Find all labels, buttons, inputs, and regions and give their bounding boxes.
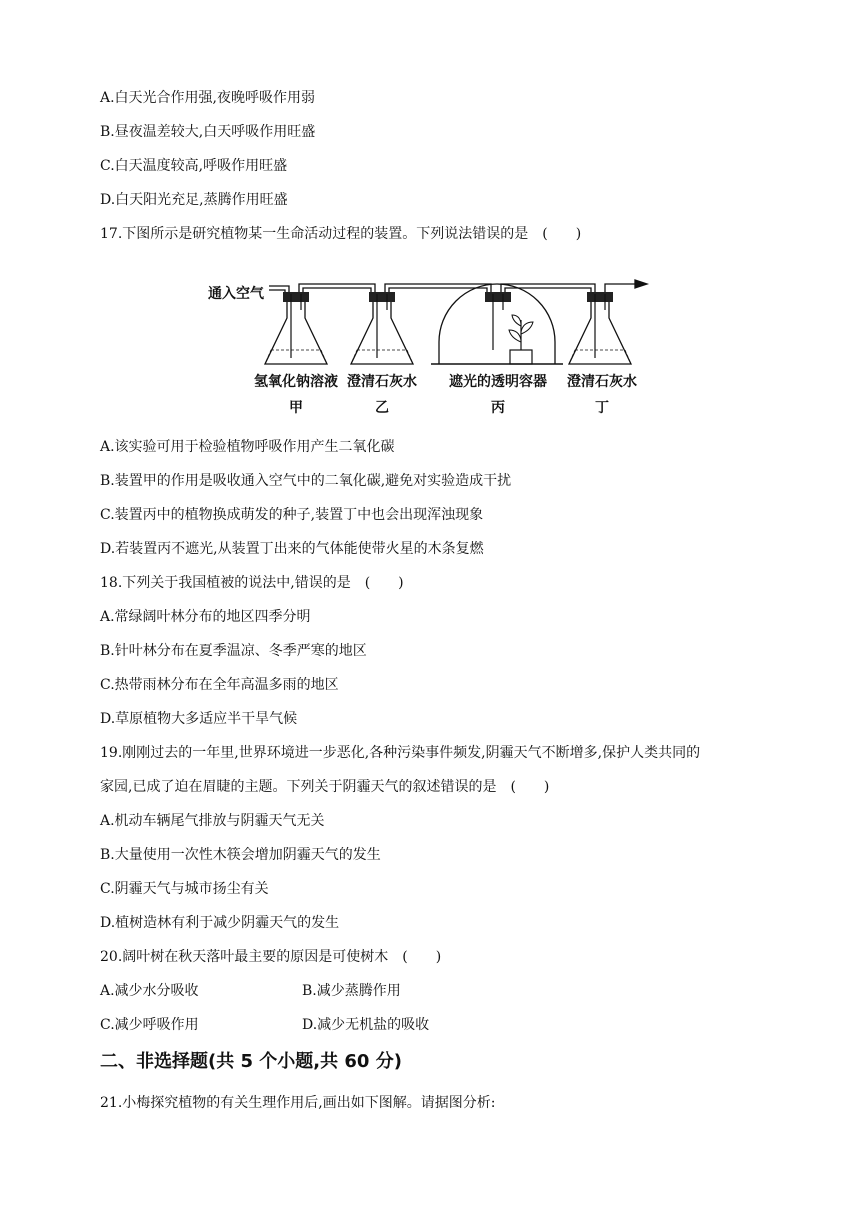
- q16-option-c: C.白天温度较高,呼吸作用旺盛: [100, 158, 288, 174]
- q16-option-b: B.昼夜温差较大,白天呼吸作用旺盛: [100, 124, 316, 140]
- flask-yi-content: 澄清石灰水: [347, 374, 417, 390]
- container-bing-content: 遮光的透明容器: [449, 374, 547, 390]
- q20-option-b: B.减少蒸腾作用: [302, 983, 401, 999]
- q19-option-a: A.机动车辆尾气排放与阴霾天气无关: [100, 813, 325, 829]
- q21-stem: 21.小梅探究植物的有关生理作用后,画出如下图解。请据图分析:: [100, 1095, 496, 1111]
- q19-stem-line1: 19.刚刚过去的一年里,世界环境进一步恶化,各种污染事件频发,阴霾天气不断增多,保护人类共同的: [100, 745, 701, 761]
- flask-ding: [569, 292, 631, 364]
- connecting-tubes: [269, 280, 647, 294]
- q18-option-c: C.热带雨林分布在全年高温多雨的地区: [100, 677, 339, 693]
- q20-stem: 20.阔叶树在秋天落叶最主要的原因是可使树木 ( ): [100, 949, 442, 965]
- q19-option-d: D.植树造林有利于减少阴霾天气的发生: [100, 915, 340, 931]
- q17-option-b: B.装置甲的作用是吸收通入空气中的二氧化碳,避免对实验造成干扰: [100, 473, 512, 489]
- q16-option-d: D.白天阳光充足,蒸腾作用旺盛: [100, 192, 288, 208]
- section-heading: 二、非选择题(共 5 个小题,共 60 分): [100, 1051, 402, 1072]
- flask-ding-content: 澄清石灰水: [567, 374, 637, 390]
- bell-jar-bing: [431, 284, 563, 364]
- container-bing-letter: 丙: [491, 400, 505, 416]
- q19-option-c: C.阴霾天气与城市扬尘有关: [100, 881, 269, 897]
- q19-stem-line2: 家园,已成了迫在眉睫的主题。下列关于阴霾天气的叙述错误的是 ( ): [100, 779, 550, 795]
- q18-stem: 18.下列关于我国植被的说法中,错误的是 ( ): [100, 575, 404, 591]
- q20-option-d: D.减少无机盐的吸收: [302, 1017, 430, 1033]
- flask-jia-content: 氢氧化钠溶液: [254, 374, 338, 390]
- stopper: [587, 292, 613, 302]
- q18-option-b: B.针叶林分布在夏季温凉、冬季严寒的地区: [100, 643, 367, 659]
- q17-option-d: D.若装置丙不遮光,从装置丁出来的气体能使带火星的木条复燃: [100, 541, 484, 557]
- q18-option-d: D.草原植物大多适应半干旱气候: [100, 711, 298, 727]
- q16-option-a: A.白天光合作用强,夜晚呼吸作用弱: [100, 90, 316, 106]
- stopper: [283, 292, 309, 302]
- experiment-apparatus-figure: [205, 270, 655, 420]
- stopper: [485, 292, 511, 302]
- q17-option-a: A.该实验可用于检验植物呼吸作用产生二氧化碳: [100, 439, 395, 455]
- inlet-label: 通入空气: [208, 286, 264, 302]
- q20-option-a: A.减少水分吸收: [100, 983, 199, 999]
- flask-ding-letter: 丁: [595, 400, 609, 416]
- q17-option-c: C.装置丙中的植物换成萌发的种子,装置丁中也会出现浑浊现象: [100, 507, 484, 523]
- flask-jia: [265, 292, 327, 364]
- q18-option-a: A.常绿阔叶林分布的地区四季分明: [100, 609, 311, 625]
- q20-option-c: C.减少呼吸作用: [100, 1017, 199, 1033]
- flask-jia-letter: 甲: [289, 400, 303, 416]
- q19-option-b: B.大量使用一次性木筷会增加阴霾天气的发生: [100, 847, 381, 863]
- stopper: [369, 292, 395, 302]
- q17-stem: 17.下图所示是研究植物某一生命活动过程的装置。下列说法错误的是 ( ): [100, 226, 582, 242]
- plant-icon: [509, 315, 533, 364]
- flask-yi: [351, 292, 413, 364]
- flask-yi-letter: 乙: [375, 400, 389, 416]
